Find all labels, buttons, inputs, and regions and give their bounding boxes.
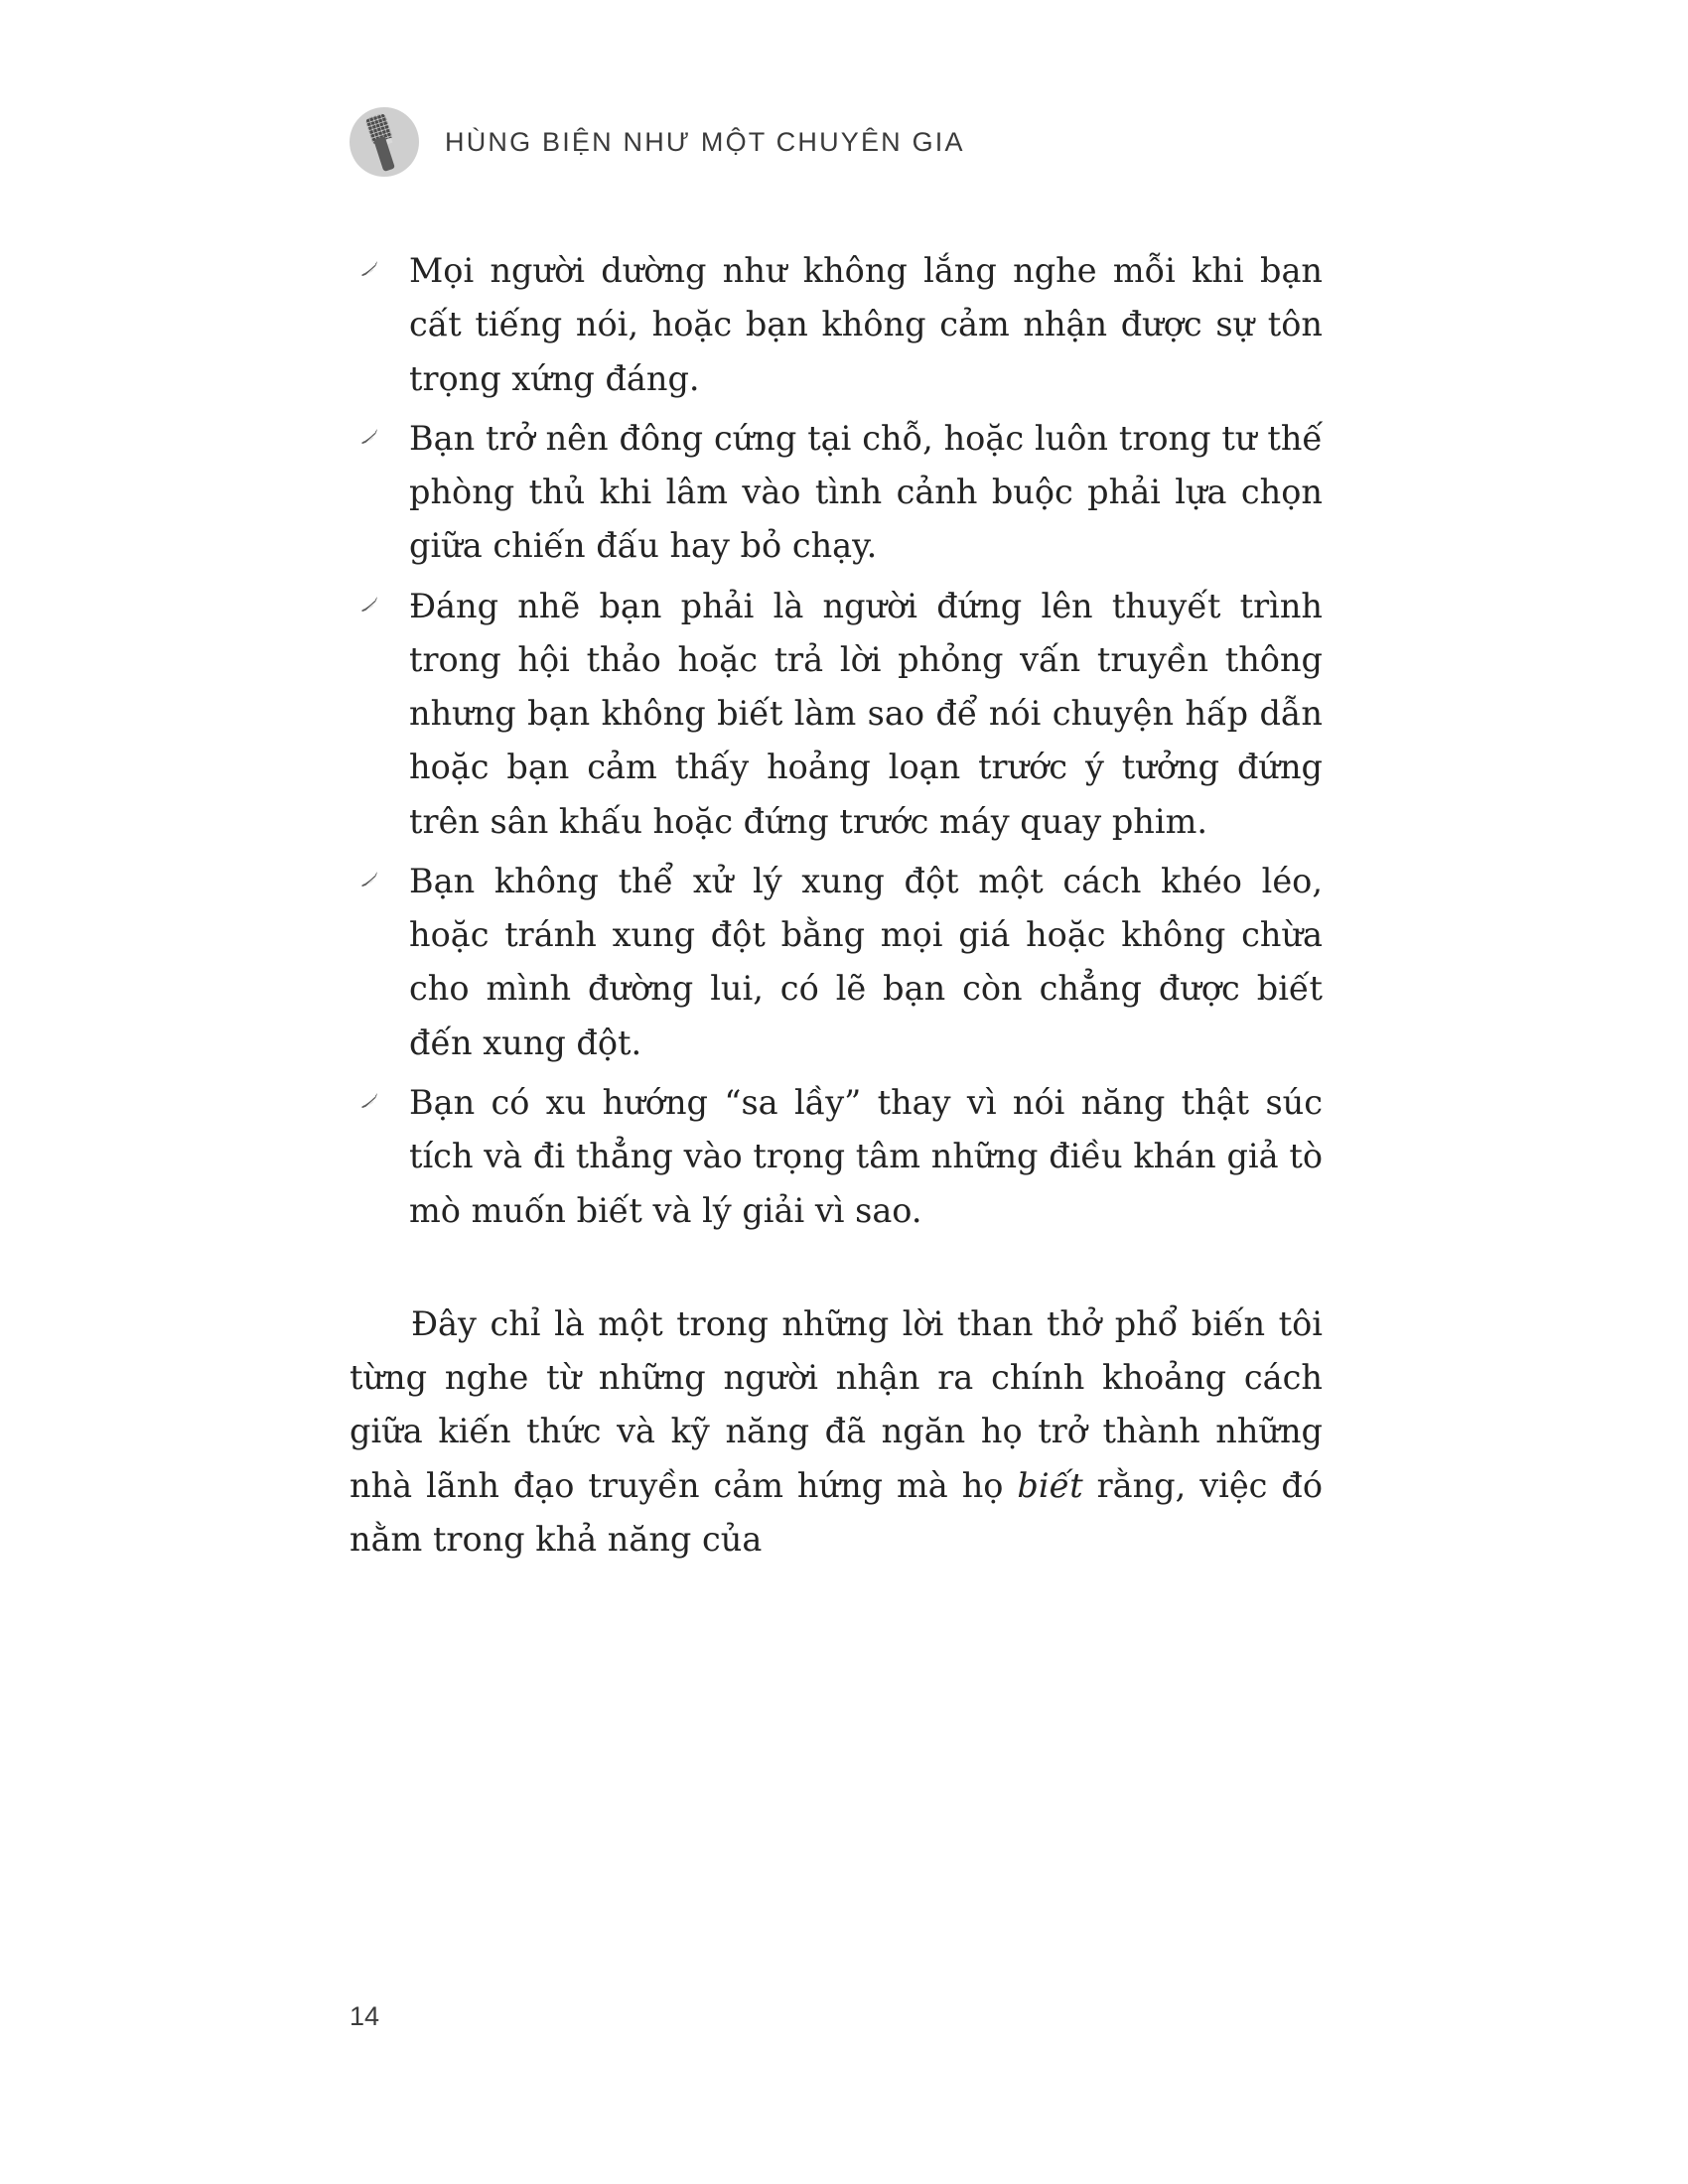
list-item-text: Đáng nhẽ bạn phải là người đứng lên thuyết trình trong hội thảo hoặc trả lời phỏng vấn truyền thông nhưng bạn không biết làm sao để nói chuyện hấp dẫn hoặc bạn cảm thấy hoảng loạn trước ý tưởng đứng trên sân khấu hoặc đứng trước máy quay phim.: [409, 586, 1323, 841]
paragraph-spacer: [350, 1244, 1323, 1297]
leaf-bullet-icon: [359, 1090, 381, 1112]
page-number: 14: [350, 2001, 380, 2031]
list-item: [350, 855, 1323, 1070]
list-item: [350, 580, 1323, 849]
leaf-bullet-icon: [359, 594, 381, 615]
list-item: [350, 412, 1323, 574]
list-item-text: Mọi người dường như không lắng nghe mỗi khi bạn cất tiếng nói, hoặc bạn không cảm nhận được sự tôn trọng xứng đáng.: [409, 251, 1323, 398]
leaf-bullet-icon: [359, 869, 381, 890]
list-item: [350, 244, 1323, 406]
list-item-text: Bạn có xu hướng “sa lầy” thay vì nói năng thật súc tích và đi thẳng vào trọng tâm những điều khán giả tò mò muốn biết và lý giải vì sao.: [409, 1082, 1323, 1230]
emphasized-word: biết: [1017, 1465, 1083, 1505]
leaf-bullet-icon: [359, 258, 381, 280]
bullet-list: [350, 244, 1323, 1238]
list-item-text: Bạn không thể xử lý xung đột một cách khéo léo, hoặc tránh xung đột bằng mọi giá hoặc không chừa cho mình đường lui, có lẽ bạn còn chẳng được biết đến xung đột.: [409, 861, 1323, 1062]
running-header: [350, 107, 965, 177]
page-content: [350, 244, 1323, 1567]
paragraph-text-part-2: rằng, việc đó nằm trong khả năng của: [350, 1465, 1323, 1559]
body-paragraph: [350, 1297, 1323, 1567]
list-item-text: Bạn trở nên đông cứng tại chỗ, hoặc luôn trong tư thế phòng thủ khi lâm vào tình cảnh buộc phải lựa chọn giữa chiến đấu hay bỏ chạy.: [409, 418, 1323, 566]
list-item: [350, 1076, 1323, 1238]
leaf-bullet-icon: [359, 426, 381, 448]
microphone-badge-icon: [350, 107, 419, 177]
header-title: HÙNG BIỆN NHƯ MỘT CHUYÊN GIA: [445, 126, 965, 157]
paragraph-text-part-1: Đây chỉ là một trong những lời than thở phổ biến tôi từng nghe từ những người nhận ra chính khoảng cách giữa kiến thức và kỹ năng đã ngăn họ trở thành những nhà lãnh đạo truyền cảm hứng mà họ: [350, 1303, 1323, 1505]
